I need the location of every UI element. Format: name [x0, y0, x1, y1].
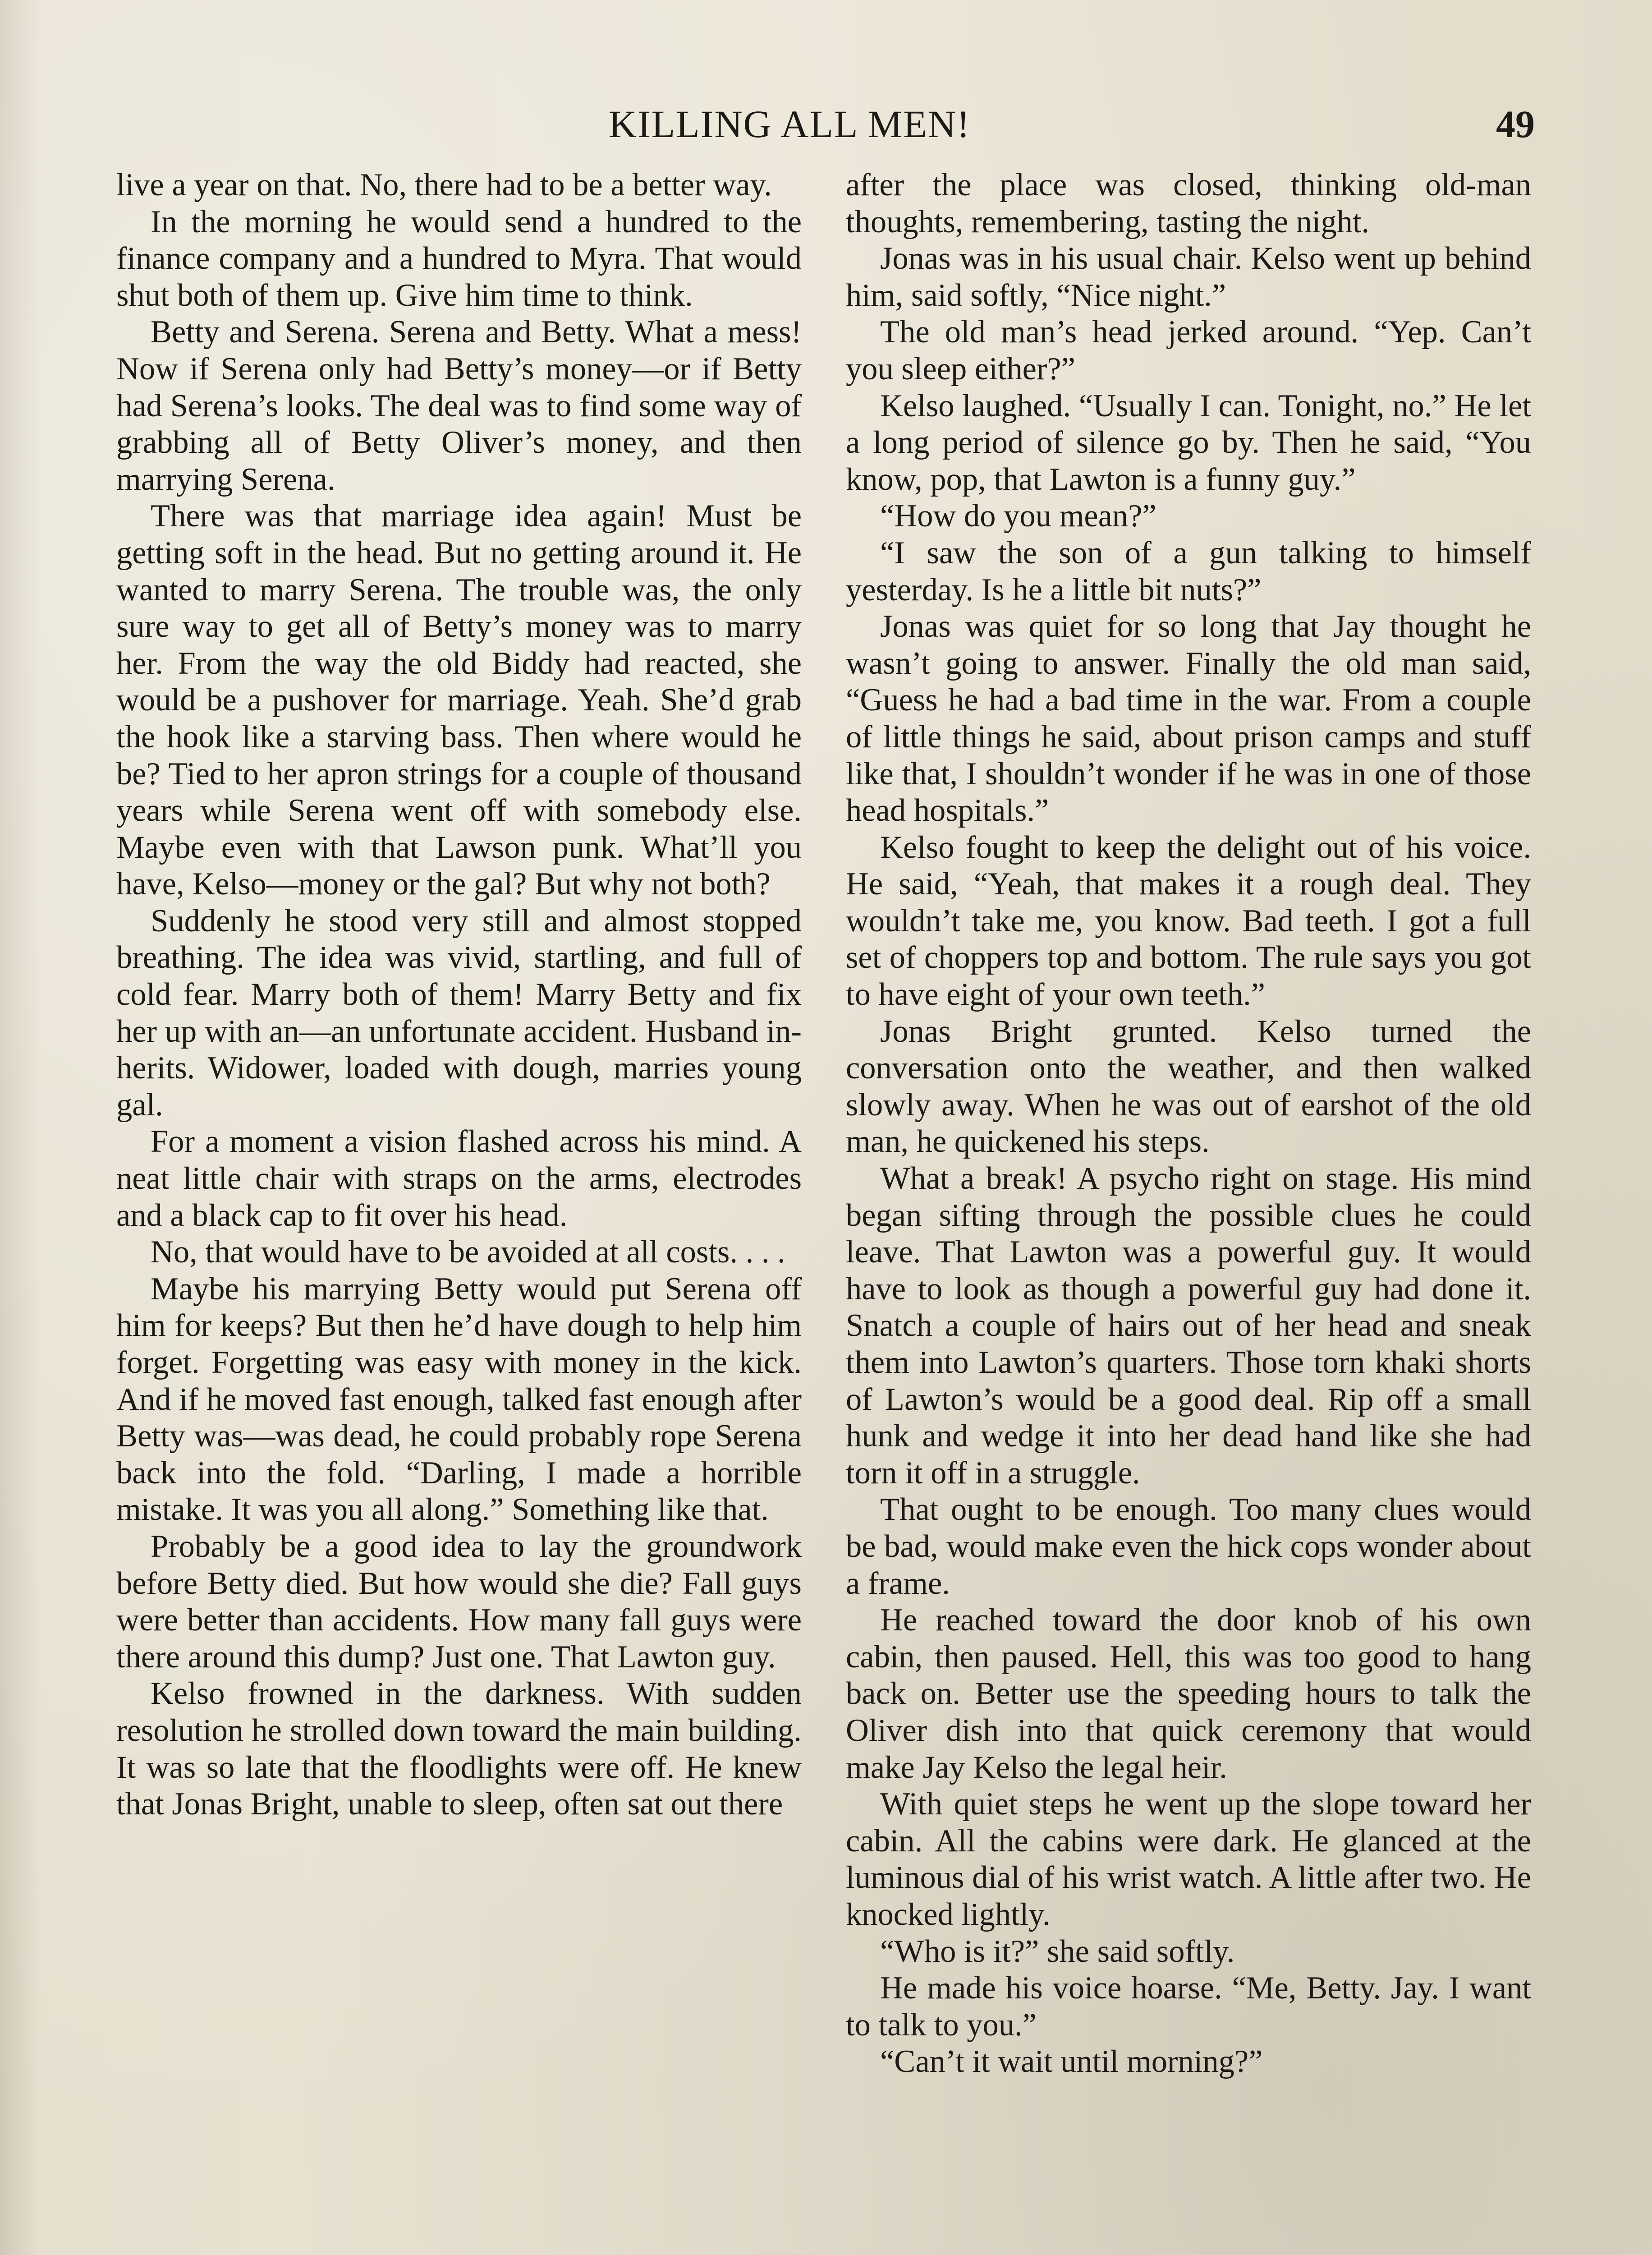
paragraph: “Can’t it wait until morning?” — [880, 2044, 1263, 2080]
running-title: KILLING ALL MEN! — [609, 102, 971, 146]
paragraph: That ought to be enough. Too many clues would be bad, would make even the hick cops wonder about a frame. — [846, 1492, 1531, 1601]
paragraph: In the morning he would send a hundred to the finance company and a hundred to Myra. That would shut both of them up. Give him time to think. — [116, 204, 802, 313]
paragraph: The old man’s head jerked around. “Yep. Can’t you sleep either?” — [846, 314, 1531, 387]
paragraph: Kelso fought to keep the delight out of his voice. He said, “Yeah, that makes it a rough deal. They wouldn’t take me, you know. Bad teeth. I got a full set of choppers top and bottom. The rule says you got to have eight of your own teeth.” — [846, 829, 1531, 1012]
paragraph: Kelso laughed. “Usually I can. Tonight, no.” He let a long period of silence go by. Then he said, “You know, pop, that Lawton is a funny guy.” — [846, 388, 1531, 497]
paragraph: “I saw the son of a gun talking to himself yesterday. Is he a little bit nuts?” — [846, 535, 1531, 607]
paragraph: No, that would have to be avoided at all costs. . . . — [151, 1234, 785, 1270]
paragraph: live a year on that. No, there had to be a better way. — [116, 167, 772, 202]
paragraph: He reached toward the door knob of his own cabin, then paused. Hell, this was too good to hang back on. Better use the speeding hours to talk the Oliver dish into that quick ceremony that would make Jay Kelso the legal heir. — [846, 1602, 1531, 1785]
paragraph: Jonas was quiet for so long that Jay thought he wasn’t going to answer. Finally the old man said, “Guess he had a bad time in the war. From a couple of little things he said, about prison camps and stuff like that, I shouldn’t wonder if he was in one of those head hospitals.” — [846, 609, 1531, 828]
paragraph: What a break! A psycho right on stage. His mind began sifting through the possible clues he could leave. That Lawton was a powerful guy. It would have to look as though a powerful guy had done it. Snatch a couple of hairs out of her head and sneak them into Lawton’s quarters. Those torn khaki shorts of Lawton’s would be a good deal. Rip off a small hunk and wedge it into her dead hand like she had torn it off in a struggle. — [846, 1161, 1531, 1491]
paragraph: For a moment a vision flashed across his mind. A neat little chair with straps on the arms, electrodes and a black cap to fit over his head. — [116, 1124, 802, 1233]
paragraph: He made his voice hoarse. “Me, Betty. Jay. I want to talk to you.” — [846, 1970, 1531, 2043]
text-column-right — [846, 167, 1531, 2080]
paragraph: Suddenly he stood very still and almost stopped breathing. The idea was vivid, startling, and full of cold fear. Marry both of them! Marry Betty and fix her up with an—an unfortunate accident. Husband inherits. Widower, loaded with dough, marries young gal. — [116, 903, 802, 1123]
paragraph: There was that marriage idea again! Must be getting soft in the head. But no getting around it. He wanted to marry Serena. The trouble was, the only sure way to get all of Betty’s money was to marry her. From the way the old Biddy had reacted, she would be a pushover for marriage. Yeah. She’d grab the hook like a starving bass. Then where would he be? Tied to her apron strings for a couple of thousand years while Serena went off with somebody else. Maybe even with that Lawson punk. What’ll you have, Kelso—money or the gal? But why not both? — [116, 498, 802, 902]
paragraph: Kelso frowned in the darkness. With sudden resolution he strolled down toward the main building. It was so late that the floodlights were off. He knew that Jonas Bright, unable to sleep, often sat out there — [116, 1676, 802, 1822]
text-column-left — [116, 167, 802, 1823]
paragraph: Probably be a good idea to lay the groundwork before Betty died. But how would she die? Fall guys were better than accidents. How many fall guys were there around this dump? Just one. That Lawton guy. — [116, 1528, 802, 1675]
paragraph: Betty and Serena. Serena and Betty. What a mess! Now if Serena only had Betty’s money—or if Betty had Serena’s looks. The deal was to find some way of grabbing all of Betty Oliver’s money, and then marrying Serena. — [116, 314, 802, 497]
paragraph: “Who is it?” she said softly. — [880, 1933, 1235, 1969]
paragraph: Maybe his marrying Betty would put Serena off him for keeps? But then he’d have dough to help him forget. Forgetting was easy with money in the kick. And if he moved fast enough, talked fast enough after Betty was—was dead, he could probably rope Serena back into the fold. “Darling, I made a horrible mistake. It was you all along.” Something like that. — [116, 1271, 802, 1528]
page-header — [117, 97, 1535, 147]
page-number: 49 — [1496, 102, 1535, 146]
paragraph: With quiet steps he went up the slope toward her cabin. All the cabins were dark. He glanced at the luminous dial of his wrist watch. A little after two. He knocked lightly. — [846, 1786, 1531, 1932]
paragraph: “How do you mean?” — [880, 498, 1156, 534]
paragraph: Jonas was in his usual chair. Kelso went up behind him, said softly, “Nice night.” — [846, 241, 1531, 313]
paragraph: Jonas Bright grunted. Kelso turned the conversation onto the weather, and then walked slowly away. When he was out of earshot of the old man, he quickened his steps. — [846, 1013, 1531, 1160]
paragraph: after the place was closed, thinking old-man thoughts, remembering, tasting the night. — [846, 167, 1531, 239]
